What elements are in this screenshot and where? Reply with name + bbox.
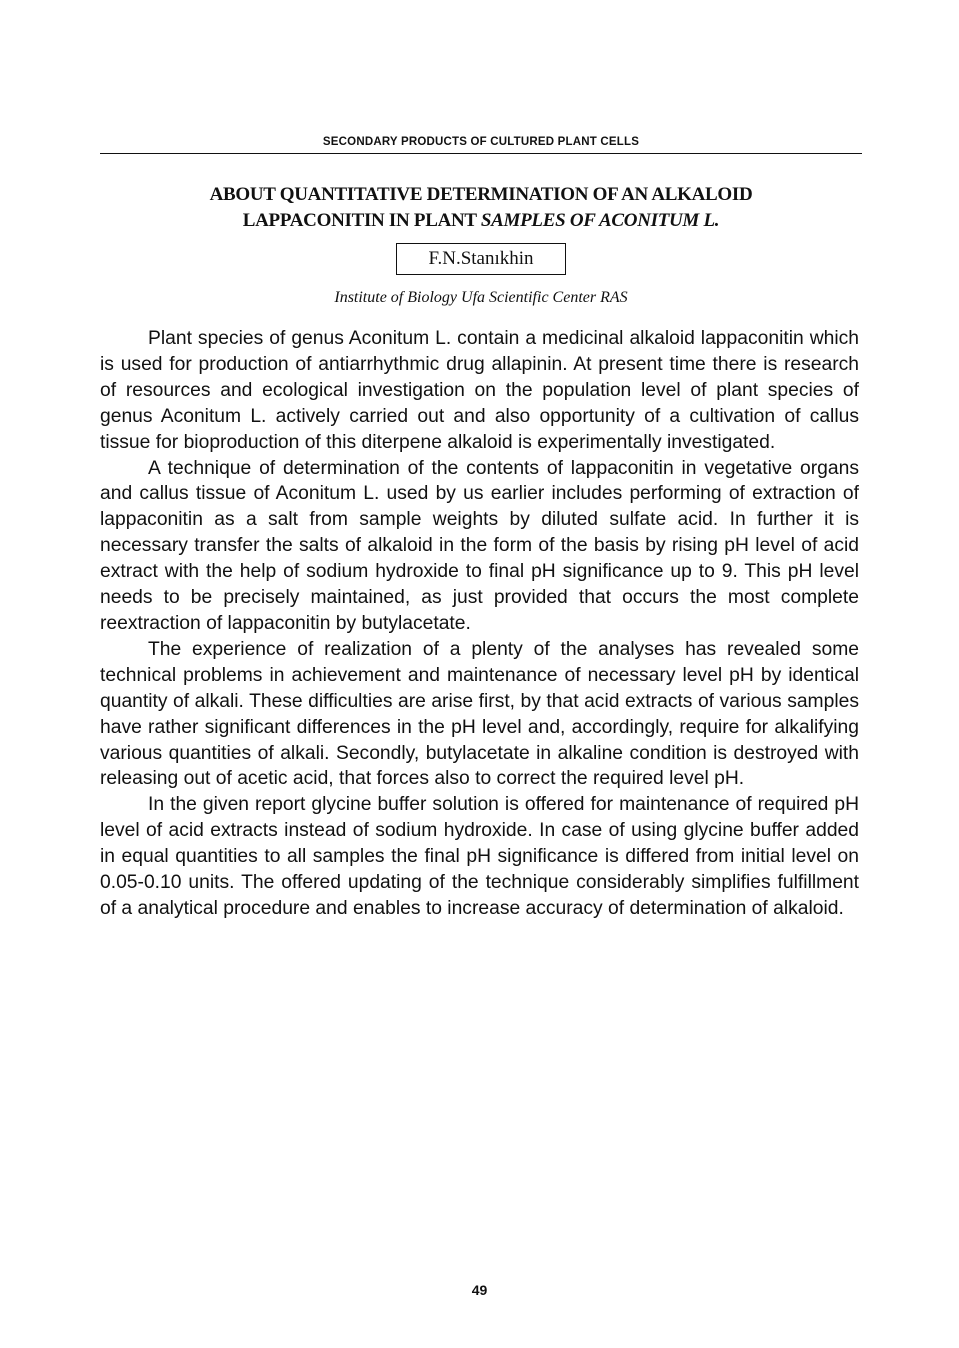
article-title [100, 182, 862, 234]
page-number: 49 [471, 1282, 488, 1298]
header-rule [100, 153, 862, 154]
author-box: F.N.Stanıkhin [396, 243, 566, 275]
title-line-2-prefix: LAPPACONITIN IN PLANT [242, 210, 481, 231]
article-body [100, 326, 859, 922]
title-line-2-italic: SAMPLES OF ACONITUM L. [480, 210, 720, 231]
paragraph-2: A technique of determination of the contents of lappaconitin in vegetative organs and callus tissue of Aconitum L. used by us earlier includes performing of extraction of lappaconitin as a salt from sample weights by diluted sulfate acid. In further it is necessary transfer the salts of alkaloid in the form of the basis by rising pH level of acid extract with the help of sodium hydroxide to final pH significance up to 9. This pH level needs to be precisely maintained, as just provided that occurs the most complete reextraction of lappaconitin by butylacetate. [100, 457, 859, 634]
title-line-1: ABOUT QUANTITATIVE DETERMINATION OF AN ALKALOID [209, 184, 753, 205]
paragraph-1: Plant species of genus Aconitum L. contain a medicinal alkaloid lappaconitin which is used for production of antiarrhythmic drug allapinin. At present time there is research of resources and ecological investigation on the population level of plant species of genus Aconitum L. actively carried out and also opportunity of a cultivation of callus tissue for bioproduction of this diterpene alkaloid is experimentally investigated. [100, 328, 859, 453]
title-line-2 [100, 208, 862, 234]
paragraph-3: The experience of realization of a plenty of the analyses has revealed some technical problems in achievement and maintenance of necessary level pH by identical quantity of alkali. These difficulties are arise first, by that acid extracts of various samples have rather significant differences in the pH level and, accordingly, require for alkalifying various quantities of alkali. Secondly, butylacetate in alkaline condition is destroyed with releasing out of acetic acid, that forces also to correct the required level pH. [100, 638, 859, 790]
paragraph-4: In the given report glycine buffer solution is offered for maintenance of required pH level of acid extracts instead of sodium hydroxide. In case of using glycine buffer added in equal quantities to all samples the final pH significance is differed from initial level on 0.05-0.10 units. The offered updating of the technique considerably simplifies fulfillment of a analytical procedure and enables to increase accuracy of determination of alkaloid. [100, 794, 859, 919]
running-head: SECONDARY PRODUCTS OF CULTURED PLANT CELLS [322, 136, 640, 148]
affiliation: Institute of Biology Ufa Scientific Center RAS [334, 289, 628, 306]
